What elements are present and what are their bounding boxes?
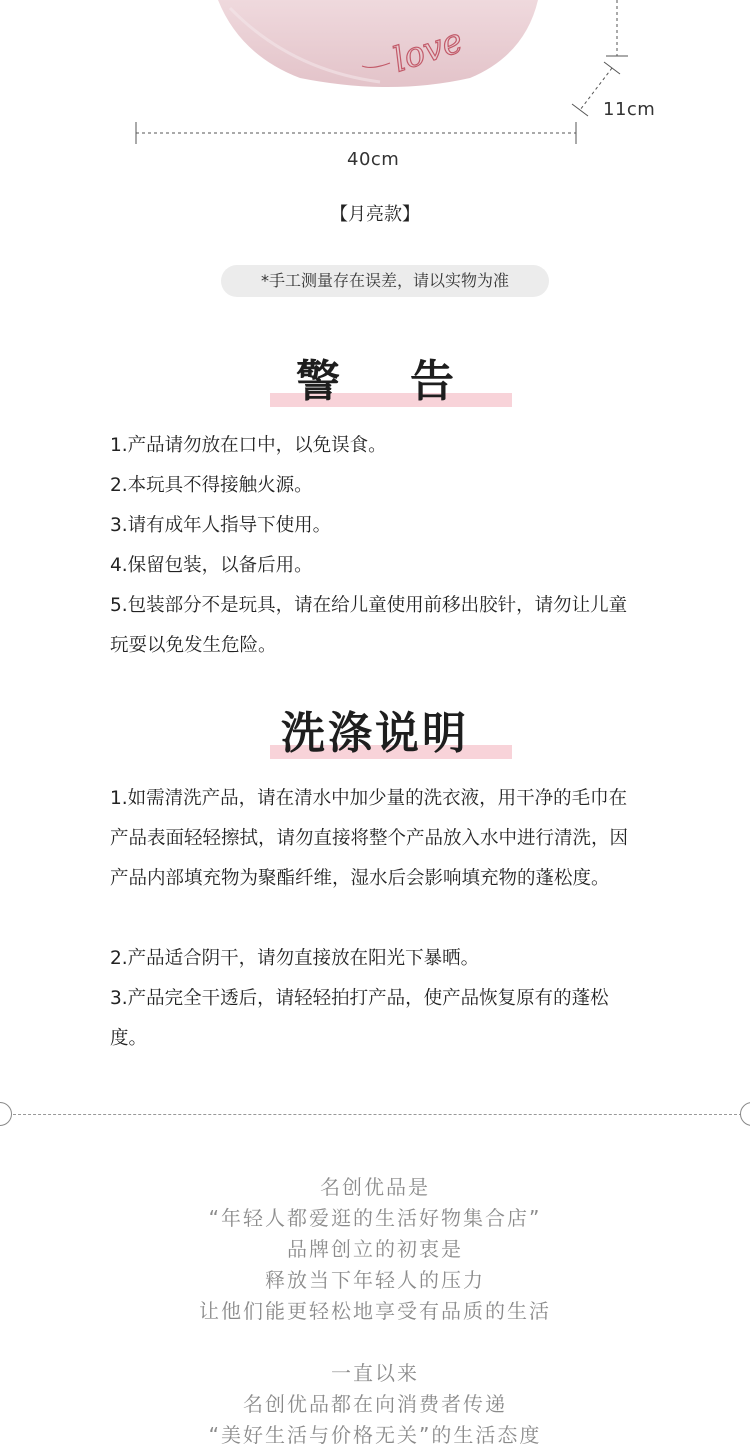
washing-item: 2.产品适合阴干，请勿直接放在阳光下暴晒。 — [110, 948, 480, 969]
embroidery-text: love — [388, 20, 468, 81]
measurement-disclaimer: *手工测量存在误差，请以实物为准 — [221, 265, 549, 297]
slogan-line: 一直以来 — [331, 1361, 419, 1385]
variant-label: 【月亮款】 — [330, 204, 420, 225]
warning-item: 2.本玩具不得接触火源。 — [110, 475, 313, 496]
width-label: 40cm — [347, 149, 400, 170]
pillow-image — [218, 0, 538, 87]
product-figure — [0, 0, 750, 180]
warning-title-text: 警告 — [296, 356, 524, 407]
slogan-line: “年轻人都爱逛的生活好物集合店” — [208, 1206, 542, 1230]
washing-item: 1.如需清洗产品，请在清水中加少量的洗衣液，用干净的毛巾在产品表面轻轻擦拭，请勿直接将整个产品放入水中进行清洗，因产品内部填充物为聚酯纤维，湿水后会影响填充物的蓬松度。 — [110, 788, 629, 889]
warning-item: 1.产品请勿放在口中，以免误食。 — [110, 435, 387, 456]
slogan-line: 品牌创立的初衷是 — [287, 1237, 463, 1261]
washing-title — [0, 704, 750, 764]
warning-item: 5.包装部分不是玩具，请在给儿童使用前移出胶针，请勿让儿童玩耍以免发生危险。 — [110, 595, 628, 656]
warning-item: 3.请有成年人指导下使用。 — [110, 515, 332, 536]
slogan-line: 名创优品是 — [320, 1175, 430, 1199]
washing-title-text: 洗涤说明 — [281, 708, 469, 759]
warning-item: 4.保留包装，以备后用。 — [110, 555, 313, 576]
washing-item: 3.产品完全干透后，请轻轻拍打产品，使产品恢复原有的蓬松度。 — [110, 988, 609, 1049]
slogan-line: “美好生活与价格无关”的生活态度 — [208, 1423, 542, 1447]
slogan-line: 让他们能更轻松地享受有品质的生活 — [199, 1299, 551, 1323]
slogan-line: 释放当下年轻人的压力 — [265, 1268, 485, 1292]
depth-label: 11cm — [603, 99, 656, 120]
warning-title — [0, 352, 750, 412]
slogan-line: 名创优品都在向消费者传递 — [243, 1392, 507, 1416]
divider-left-cap — [0, 1102, 12, 1126]
divider-right-cap — [740, 1102, 750, 1126]
dashed-divider — [8, 1114, 742, 1115]
